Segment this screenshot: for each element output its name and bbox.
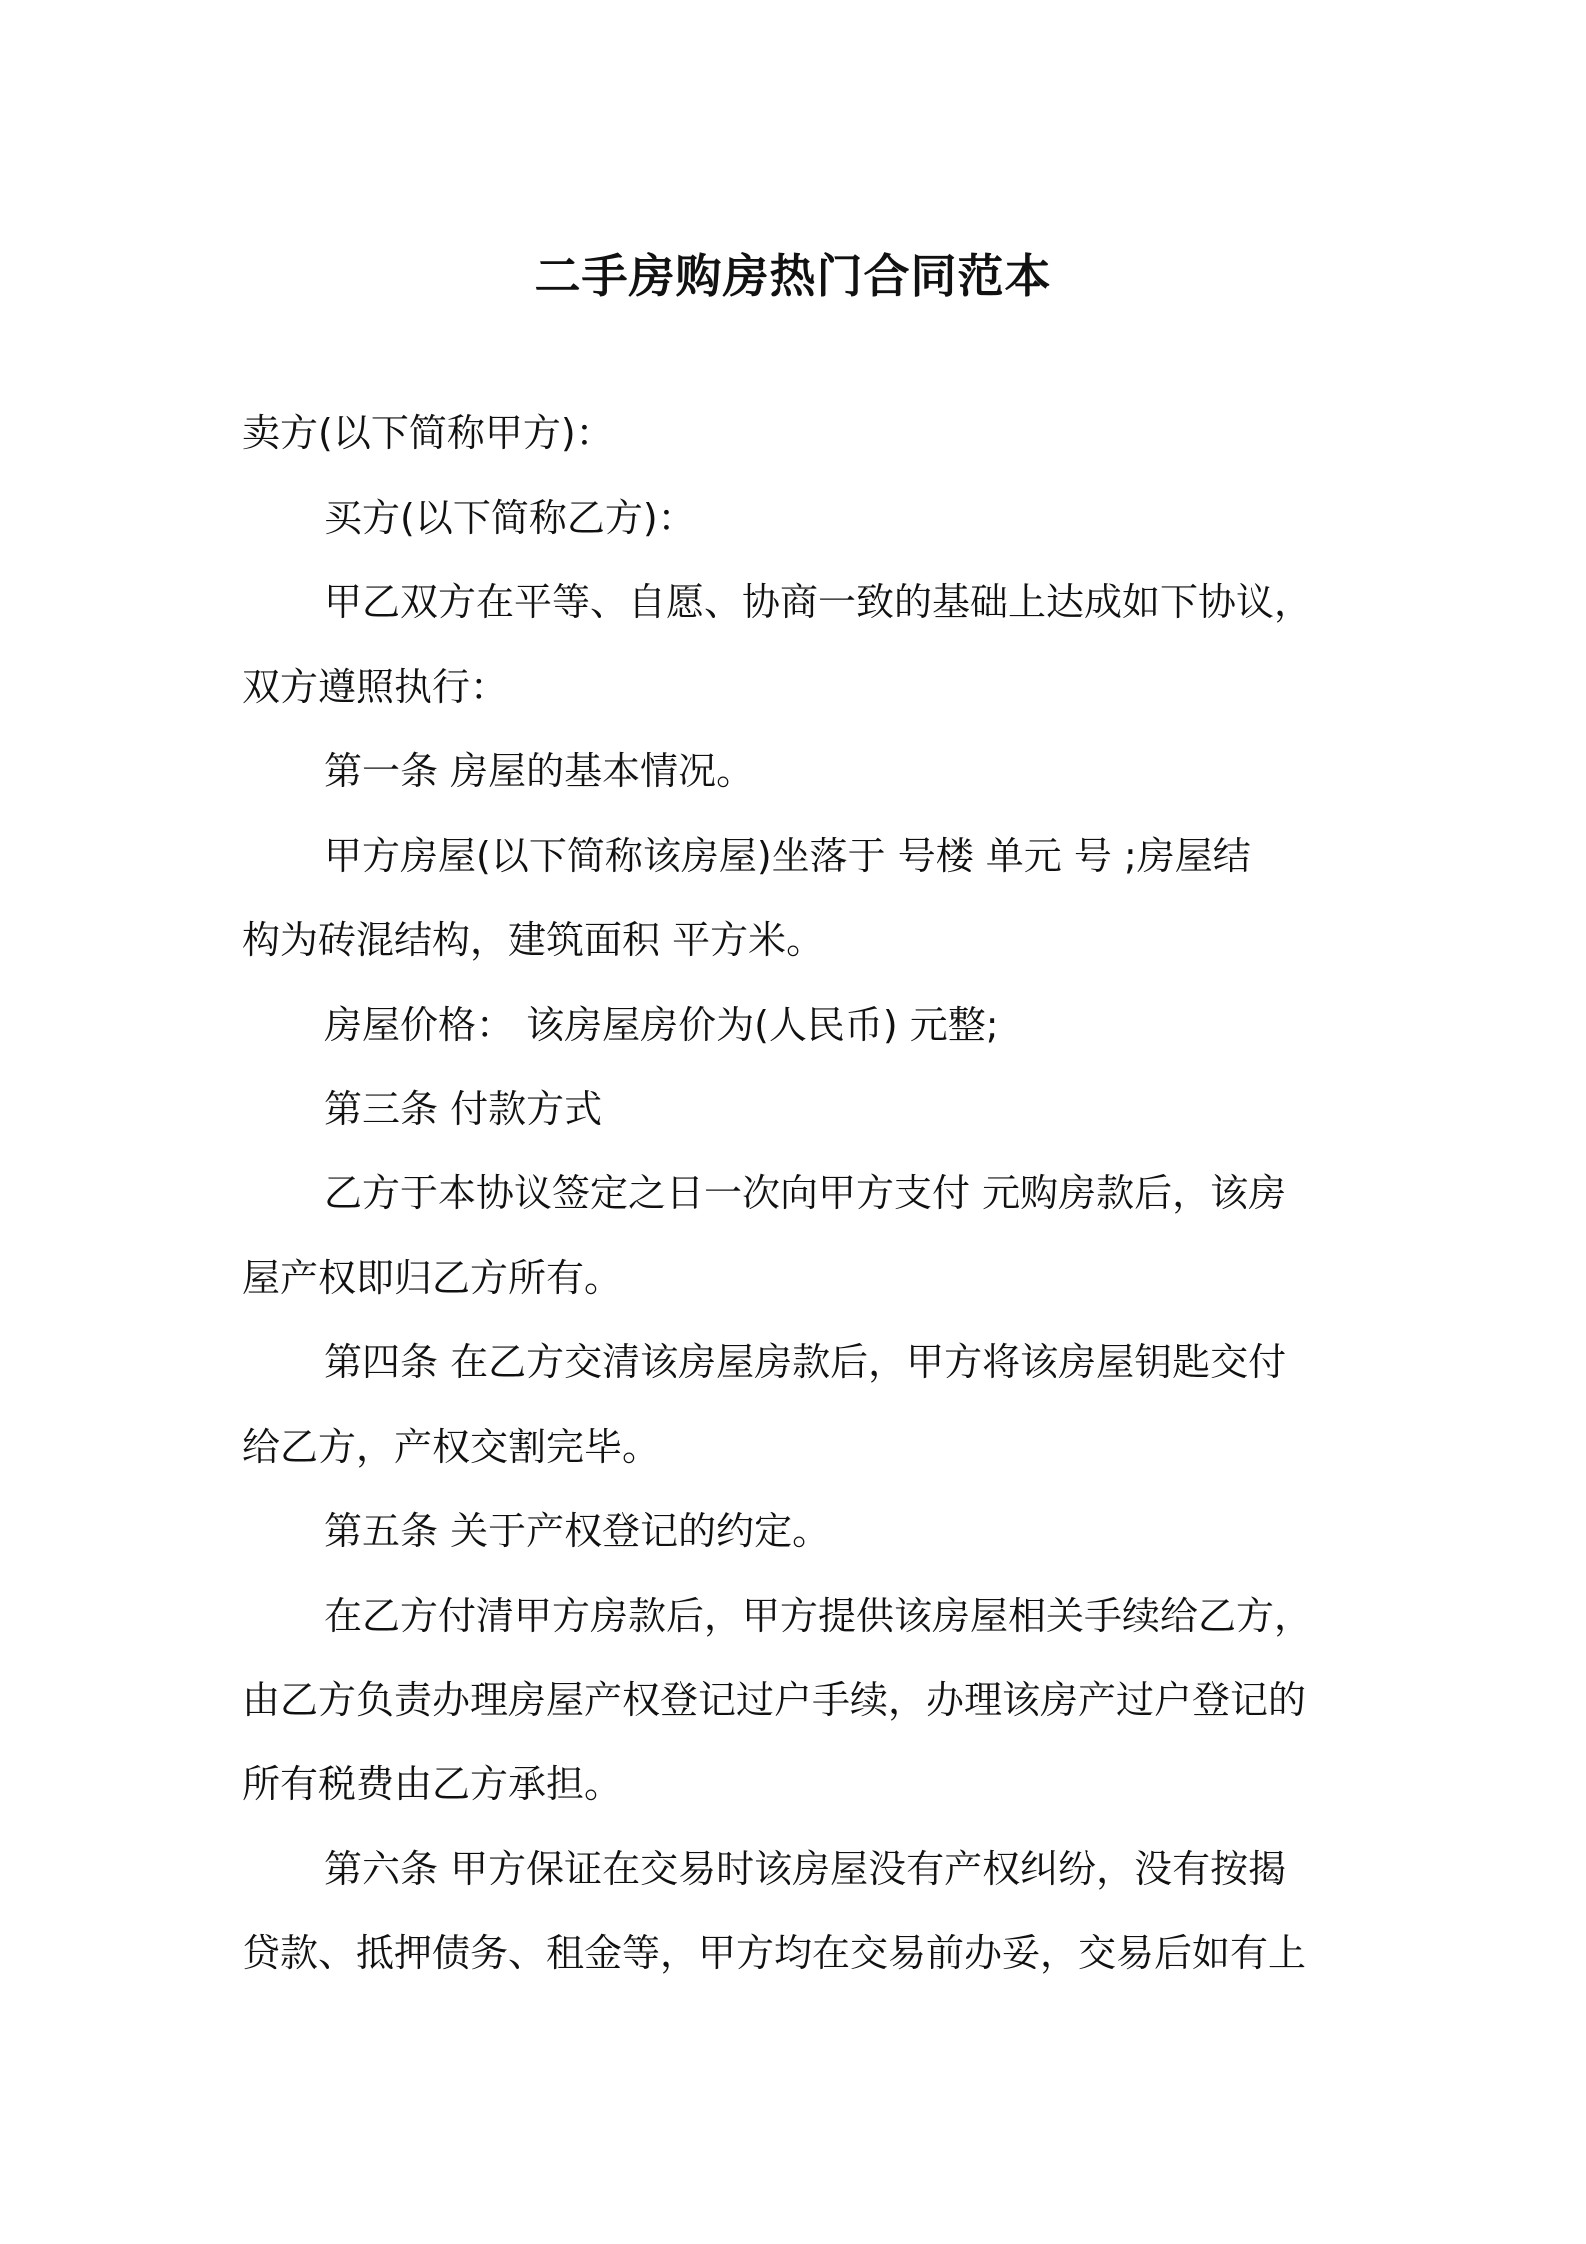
article-6-line-1: 第六条 甲方保证在交易时该房屋没有产权纠纷，没有按揭 bbox=[324, 1847, 1287, 1891]
article-6-line-2: 贷款、抵押债务、租金等，甲方均在交易前办妥，交易后如有上 bbox=[242, 1931, 1307, 1975]
buyer-line: 买方(以下简称乙方)： bbox=[324, 496, 696, 540]
article-5-text-line-3: 所有税费由乙方承担。 bbox=[242, 1762, 623, 1806]
article-5-text-line-2: 由乙方负责办理房屋产权登记过户手续，办理该房产过户登记的 bbox=[242, 1678, 1307, 1722]
house-price-line: 房屋价格： 该房屋房价为(人民币) 元整; bbox=[324, 1003, 999, 1047]
document-title: 二手房购房热门合同范本 bbox=[534, 248, 1052, 303]
article-5-heading: 第五条 关于产权登记的约定。 bbox=[324, 1509, 831, 1553]
article-1-text-line-1: 甲方房屋(以下简称该房屋)坐落于 号楼 单元 号 ;房屋结 bbox=[324, 834, 1251, 878]
article-4-line-1: 第四条 在乙方交清该房屋房款后，甲方将该房屋钥匙交付 bbox=[324, 1340, 1287, 1384]
agreement-intro-line-2: 双方遵照执行： bbox=[242, 665, 509, 709]
article-5-text-line-1: 在乙方付清甲方房款后，甲方提供该房屋相关手续给乙方， bbox=[324, 1594, 1313, 1638]
article-3-text-line-1: 乙方于本协议签定之日一次向甲方支付 元购房款后，该房 bbox=[324, 1171, 1287, 1215]
agreement-intro-line-1: 甲乙双方在平等、自愿、协商一致的基础上达成如下协议， bbox=[324, 580, 1313, 624]
article-3-text-line-2: 屋产权即归乙方所有。 bbox=[242, 1256, 623, 1300]
article-3-heading: 第三条 付款方式 bbox=[324, 1087, 603, 1131]
article-4-line-2: 给乙方，产权交割完毕。 bbox=[242, 1425, 661, 1469]
article-1-text-line-2: 构为砖混结构，建筑面积 平方米。 bbox=[242, 918, 825, 962]
seller-line: 卖方(以下简称甲方)： bbox=[242, 411, 614, 455]
article-1-heading: 第一条 房屋的基本情况。 bbox=[324, 749, 755, 793]
